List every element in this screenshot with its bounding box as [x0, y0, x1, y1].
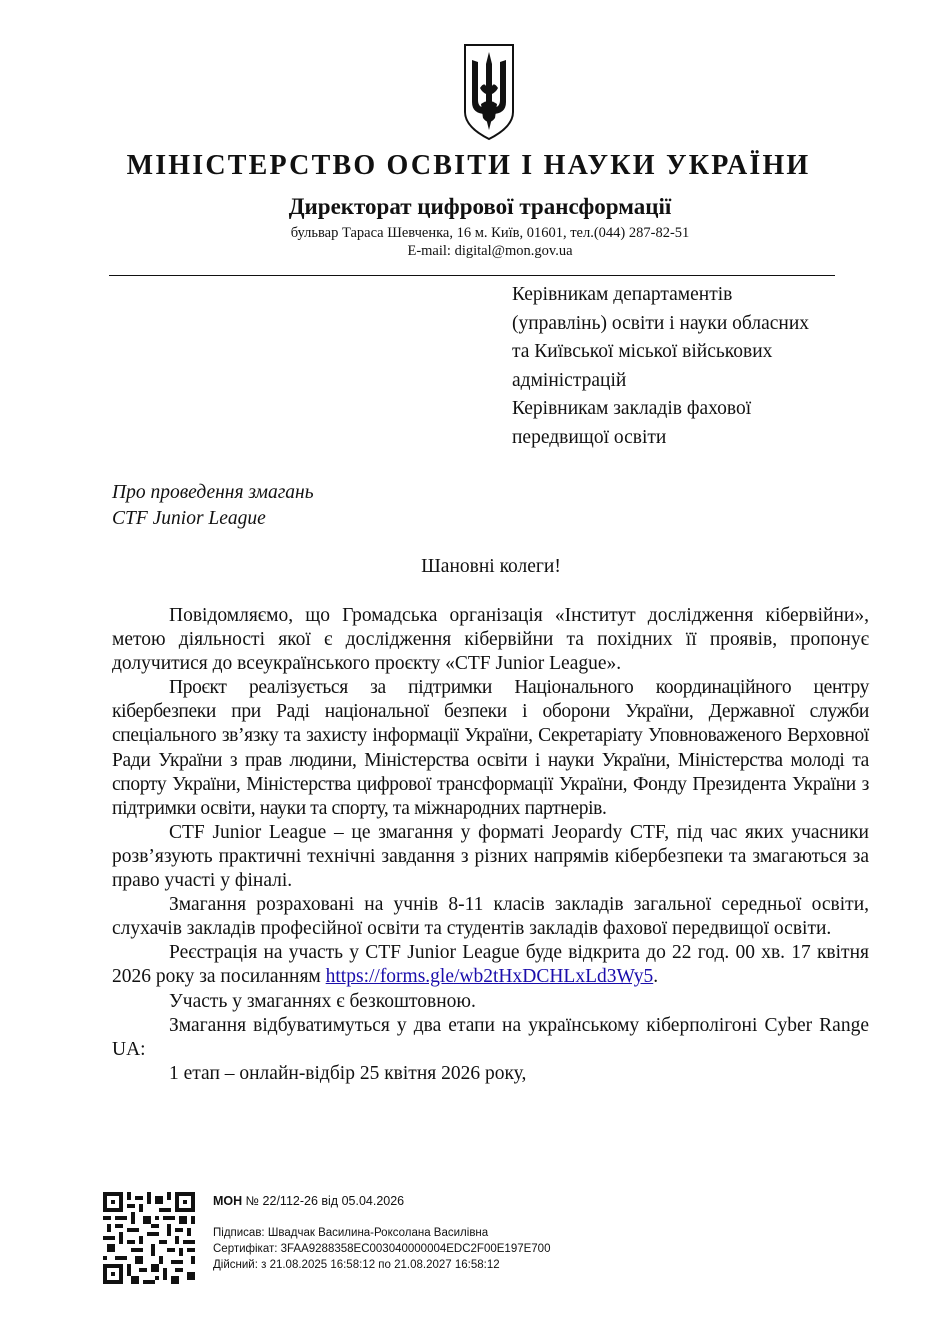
- letterhead-divider: [109, 275, 835, 276]
- ministry-title: МІНІСТЕРСТВО ОСВІТИ І НАУКИ УКРАЇНИ: [126, 150, 811, 181]
- recipients-block: [512, 281, 872, 453]
- body-paragraph: 1 етап – онлайн-відбір 25 квітня 2026 року,: [169, 1062, 527, 1084]
- digital-signature-stamp: [103, 1192, 663, 1288]
- subject-line: CTF Junior League: [112, 508, 266, 529]
- registration-text: Реєстрація на участь у CTF Junior League буде відкрита до 22 год. 00 хв. 17 квітня 2026 року за посиланням: [112, 942, 869, 988]
- body-paragraph: Повідомляємо, що Громадська організація «Інститут дослідження кібервійни», метою діяльності якої є дослідження кібервійни та похідних її проявів, пропонує долучитися до всеукраїнського проєкту «CTF Junior League».: [112, 605, 869, 675]
- recipient-line: та Київської міської військових: [512, 341, 773, 363]
- reg-number-value: № 22/112-26 від 05.04.2026: [245, 1194, 405, 1208]
- registration-link[interactable]: https://forms.gle/wb2tHxDCHLxLd3Wy5: [325, 966, 654, 988]
- body-paragraph: Проєкт реалізується за підтримки Національного координаційного центру кібербезпеки при Раді національної безпеки і оборони України, Державної служби спеціального зв’язку та захисту інформації України, Секретаріату Уповноваженого Верховної Ради України з прав людини, Міністерства освіти і науки України, Міністерства молоді та спорту України, Міністерства цифрової трансформації України, Фонду Президента України з підтримки освіти, науки та спорту, та міжнародних партнерів.: [112, 677, 869, 819]
- registration-text-end: .: [653, 966, 659, 988]
- body-paragraph: Участь у змаганнях є безкоштовною.: [169, 990, 476, 1012]
- reg-org: МОН: [213, 1194, 243, 1208]
- ministry-email: E-mail: digital@mon.gov.ua: [407, 243, 573, 259]
- body-paragraph: [112, 941, 869, 989]
- recipient-line: Керівникам департаментів: [512, 284, 733, 305]
- certificate-id: Сертифікат: 3FAA9288358EC003040000004EDC2F00E197E700: [213, 1243, 551, 1255]
- qr-code-icon[interactable]: [103, 1192, 195, 1284]
- recipient-line: передвищої освіти: [512, 426, 667, 448]
- body-paragraph: Змагання відбуватимуться у два етапи на українському кіберполігоні Cyber Range UA:: [112, 1014, 869, 1060]
- signature-details: [213, 1192, 550, 1273]
- registration-number: [213, 1194, 550, 1208]
- subject-line: Про проведення змагань: [112, 482, 314, 503]
- signed-by: Підписав: Швадчак Василина-Роксолана Василівна: [213, 1227, 489, 1239]
- recipient-line: Керівникам закладів фахової: [512, 398, 752, 420]
- body-paragraph: CTF Junior League – це змагання у форматі Jeopardy CTF, під час яких учасники розв’язують практичні технічні завдання з різних напрямів кібербезпеки та змагаються за право участі у фіналі.: [112, 821, 869, 892]
- validity-period: Дійсний: з 21.08.2025 16:58:12 по 21.08.2027 16:58:12: [213, 1259, 500, 1271]
- greeting: Шановні колеги!: [421, 556, 561, 577]
- ukraine-emblem-icon: [462, 42, 516, 142]
- recipient-line: (управлінь) освіти і науки обласних: [512, 312, 810, 334]
- letter-body: [112, 604, 869, 1086]
- letter-subject: [112, 480, 314, 532]
- recipient-line: адміністрацій: [512, 369, 627, 391]
- directorate-title: Директорат цифрової трансформації: [288, 194, 672, 219]
- ministry-address: бульвар Тараса Шевченка, 16 м. Київ, 01601, тел.(044) 287-82-51: [290, 225, 690, 241]
- body-paragraph: Змагання розраховані на учнів 8-11 класів закладів загальної середньої освіти, слухачів закладів професійної освіти та студентів закладів фахової передвищої освіти.: [112, 894, 869, 940]
